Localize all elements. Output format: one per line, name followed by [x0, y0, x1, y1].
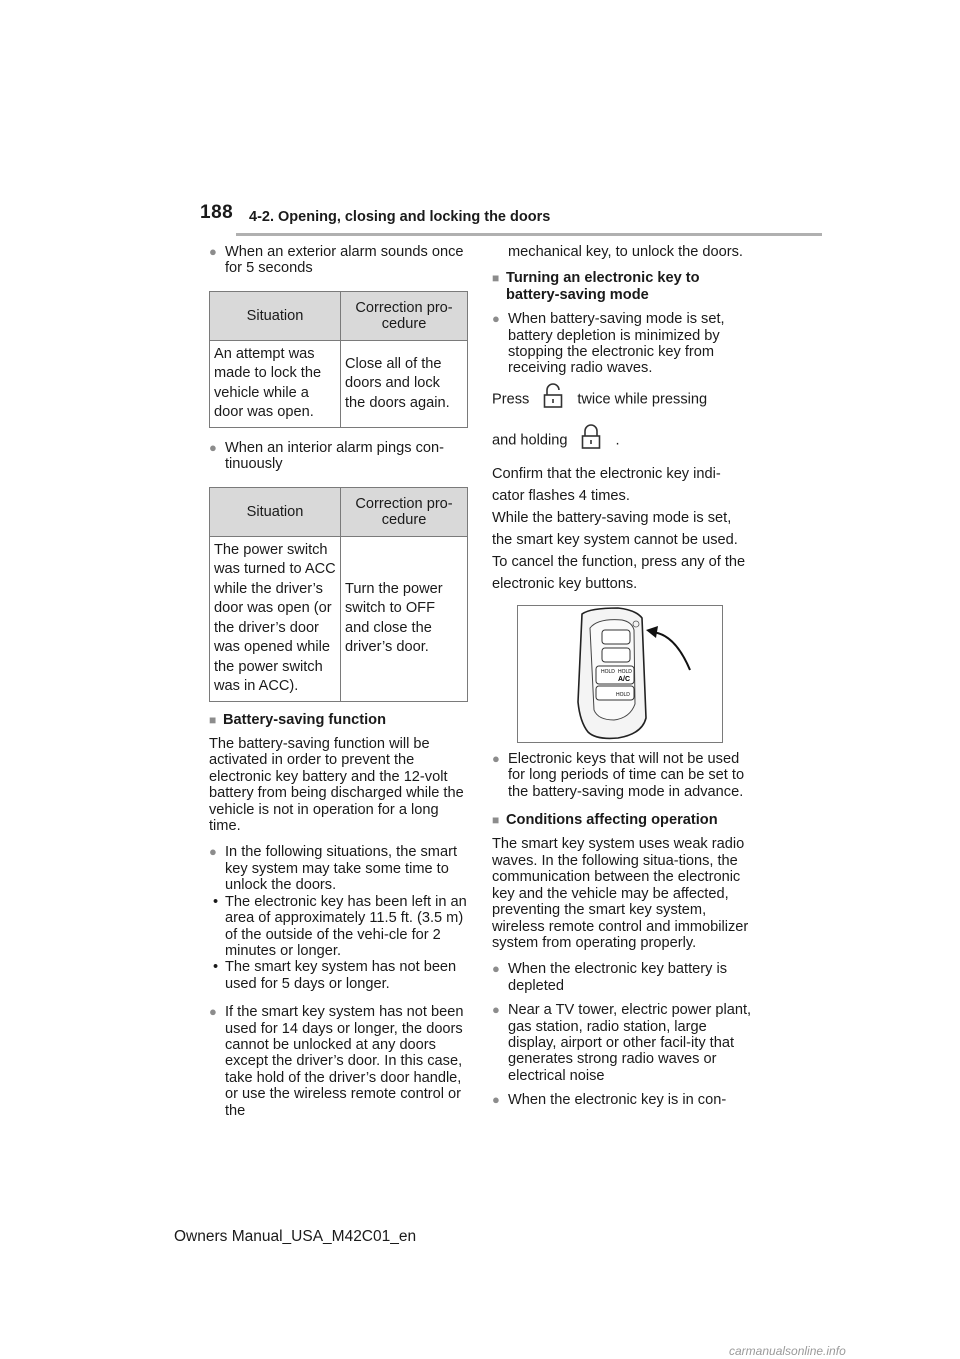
- electronic-key-illustration: [517, 605, 723, 743]
- keyfob-ac-label: A/C: [618, 675, 631, 683]
- keyfob-hold-label-2: HOLD: [618, 668, 632, 675]
- table-header-correction: Correction pro-cedure: [341, 487, 468, 536]
- bullet-exterior-alarm: ● When an exterior alarm sounds once for 5 seconds: [209, 244, 471, 277]
- holding-instruction: [492, 424, 752, 457]
- while-text: While the battery-saving mode is set, the smart key system cannot be used. To cancel the function, press any of the electronic key buttons.: [492, 509, 746, 592]
- table-cell-correction: Turn the power switch to OFF and close the driver’s door.: [341, 536, 468, 701]
- keyfob-hold-label-1: HOLD: [601, 668, 615, 675]
- press-instruction: [492, 383, 752, 416]
- bullet-tv-tower: ● Near a TV tower, electric power plant, gas station, radio station, large display, airport or other facil-ity that generates strong radio waves or electrical noise: [492, 1002, 752, 1084]
- bullet-key-in-contact: ● When the electronic key is in con-: [492, 1092, 752, 1108]
- bullet-situations: ● In the following situations, the smart key system may take some time to unlock the doors.: [209, 844, 471, 893]
- lock-icon: [581, 424, 601, 457]
- header-rule: [236, 233, 822, 236]
- footer-manual-id: Owners Manual_USA_M42C01_en: [174, 1228, 417, 1245]
- bullet-battery-depleted: ● When the electronic key battery is depleted: [492, 961, 752, 994]
- bullet-battery-saving-set: ● When battery-saving mode is set, battery depletion is minimized by stopping the electronic key from receiving radio waves.: [492, 311, 752, 377]
- interior-alarm-table: [209, 487, 468, 702]
- continuation-text: mechanical key, to unlock the doors.: [508, 244, 743, 260]
- heading-battery-saving: ■ Battery-saving function: [209, 712, 471, 728]
- battery-saving-text: The battery-saving function will be activated in order to prevent the electronic key battery and the 12-volt battery from being discharged while the vehicle is not in operation for a long time.: [209, 736, 464, 835]
- left-column: [209, 244, 471, 1131]
- table-cell-situation: An attempt was made to lock the vehicle while a door was open.: [210, 340, 341, 427]
- table-header-situation: Situation: [210, 487, 341, 536]
- watermark: carmanualsonline.info: [729, 1344, 846, 1358]
- sub-item-not-used: • The smart key system has not been used for 5 days or longer.: [209, 959, 471, 992]
- exterior-alarm-table: [209, 291, 468, 428]
- table-header-correction: Correction pro-cedure: [341, 291, 468, 340]
- and-holding-label: and holding: [492, 432, 568, 449]
- conditions-text: The smart key system uses weak radio waves. In the following situa-tions, the communication between the electronic key and the vehicle may be affected, preventing the smart key system, wireless remote control and immobilizer system from operating properly.: [492, 836, 749, 951]
- heading-conditions: ■ Conditions affecting operation: [492, 812, 752, 828]
- press-label: Press: [492, 391, 530, 408]
- table-cell-correction: Close all of the doors and lock the doors again.: [341, 340, 468, 427]
- confirm-text: Confirm that the electronic key indi-cator flashes 4 times.: [492, 465, 721, 504]
- bullet-not-used-long: ● Electronic keys that will not be used for long periods of time can be set to the battery-saving mode in advance.: [492, 751, 752, 800]
- bullet-interior-alarm: ● When an interior alarm pings con-tinuously: [209, 440, 471, 473]
- table-header-situation: Situation: [210, 291, 341, 340]
- twice-label: twice while pressing: [577, 391, 708, 408]
- heading-turning-key: ■ Turning an electronic key to battery-saving mode: [492, 270, 752, 303]
- section-title: 4-2. Opening, closing and locking the doors: [249, 209, 551, 225]
- page-number: 188: [200, 202, 234, 223]
- period-label: .: [615, 432, 620, 449]
- right-column: [492, 244, 752, 1121]
- keyfob-hold-label-3: HOLD: [616, 691, 630, 698]
- sub-item-key-left: • The electronic key has been left in an area of approximately 11.5 ft. (3.5 m) of the outside of the vehi-cle for 2 minutes or longer.: [209, 894, 471, 960]
- table-cell-situation: The power switch was turned to ACC while the driver’s door was open (or the driver’s door was opened while the power switch was in ACC).: [210, 536, 341, 701]
- unlock-icon: [543, 383, 563, 416]
- bullet-14-days: ● If the smart key system has not been used for 14 days or longer, the doors cannot be unlocked at any doors except the driver’s door. In this case, take hold of the driver’s door handle, or use the wireless remote control or the: [209, 1004, 471, 1119]
